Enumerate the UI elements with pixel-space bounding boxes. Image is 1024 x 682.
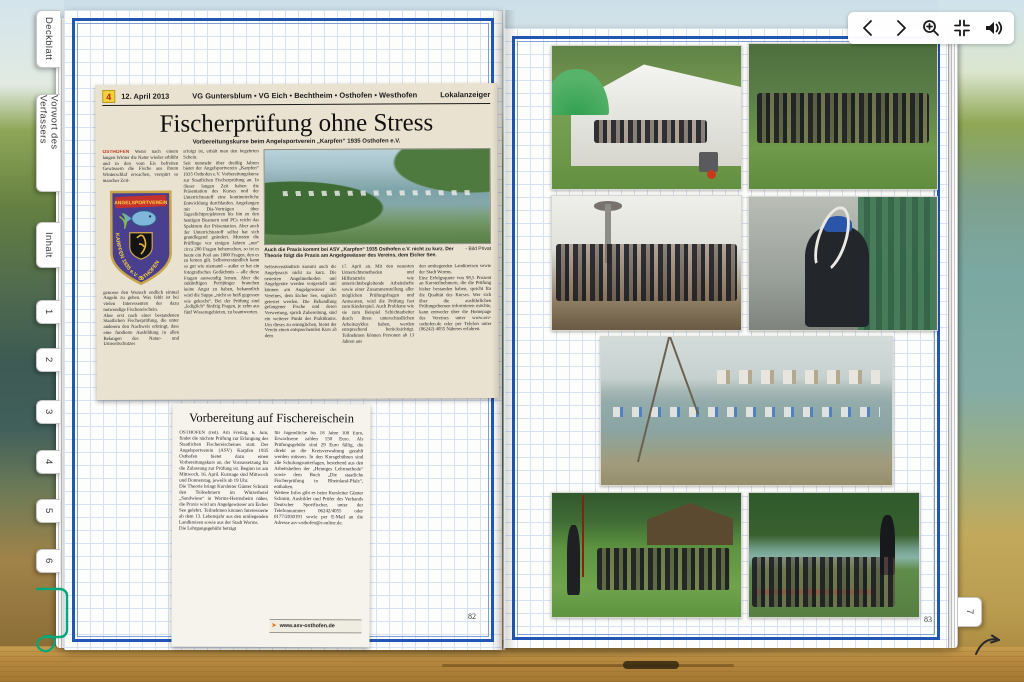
crowd-band — [594, 120, 707, 143]
article-col1-para2: genosse den Wunsch endlich einmal Angeln zu gehen. Was fehlt ist bei vielen Interessenten der dazu notwendige Fischereischein. Aber erst nach einer bestandenen Staatlichen Fischerprüfung, die unter anderem den Nachweis erbringt, dass eine fundierte Ausbildung in allen Belangen des Natur- und Umweltschutzes — [103, 290, 180, 348]
newspaper-date: 12. April 2013 — [121, 91, 170, 101]
article-col1-para1 — [103, 150, 179, 185]
crowd-band — [597, 548, 729, 590]
page-number-left: 82 — [468, 612, 476, 621]
tab-vorwort[interactable] — [36, 94, 60, 192]
rod-pole — [582, 495, 584, 577]
next-page-button[interactable] — [889, 17, 911, 39]
badge-inner-shield — [130, 232, 153, 259]
page-slider-handle[interactable] — [623, 661, 679, 669]
article-photo-eicher-see — [264, 148, 491, 245]
tab-chapter-3[interactable] — [36, 400, 60, 424]
article-body — [103, 148, 492, 384]
tab-chapter-6[interactable] — [36, 549, 60, 573]
photo-lakeside-class — [748, 492, 920, 618]
article-column-2: erfolgt ist, erhält man den begehrten Schein. Seit nunmehr über dreißig Jahren bietet der Angelsportverein „Karpfen“ 1935 Osthofen e.V. Vorbereitungskurse zur Staatlichen Fischerprüfung an. In dieser langen Zeit haben die Präsentation des Kurses und der Unterrichtsstoff eine kontinuierliche Entwicklung durchlaufen. Angefangen mit Dia-Vorträgen über Tageslichtprojektoren bis hin zu den heutigen Beamern und PCs reicht das Spektrum der Präsentation. Aber auch der Unterrichtsstoff selbst hat sich grundlegend geändert. Mussten die Prüflinge vor einigen Jahren „nur“ circa 280 Fragen beherrschen, so ist es heute ein Pool aus 1000 Fragen, den es zu lernen gilt. Selbstverständlich kann so gut wie niemand – außer er hat ein fotografisches Gedächtnis – alle diese Fragen auswendig lernen. Aber die zukünftigen Petrijünger brauchen keine Angst zu haben, bekanntlich wird die Suppe „nicht so heiß gegessen wie gekocht“. Bei der Prüfung sind „lediglich“ fünfzig Fragen, je zehn aus fünf Wissensgebieten, zu beantworten. — [183, 149, 260, 316]
secondary-headline: Vorbereitung auf Fischereischein — [188, 410, 354, 426]
article-col1a-text: Wenn nach einem langen Winter die Natur wieder erblüht und in den vom Eis befreiten Gewässern die Fische aus ihrem Winterschlaf erwachen, verspürt so mancher Zeit- — [102, 149, 179, 184]
photo-caption — [264, 246, 491, 262]
newspaper-clipping-main — [95, 83, 499, 400]
newspaper-brand: Lokalanzeiger — [440, 89, 491, 100]
tab-chapter-5[interactable] — [36, 499, 60, 523]
tab-label: 3 — [43, 409, 54, 415]
article-photo-and-columns — [264, 148, 492, 383]
instructor-figure — [567, 525, 580, 594]
tab-chapter-4[interactable] — [36, 450, 60, 474]
tab-label: 1 — [43, 309, 54, 315]
badge-arc-text: KARPFEN 1935 e.V. OSTHOFEN — [113, 232, 161, 283]
tab-label: Vorwort des Verfassers — [37, 95, 60, 150]
article-subheadline: Vorbereitungskurse beim Angelsportverein „Karpfen“ 1935 Osthofen e.V. — [192, 138, 401, 146]
newspaper-clipping-secondary — [171, 404, 370, 648]
tree-branch-2 — [667, 336, 699, 415]
far-shore-houses — [717, 370, 880, 385]
club-badge — [108, 186, 175, 288]
tab-label: Inhalt — [43, 232, 54, 258]
badge-banner-text: ANGELSPORTVEREIN — [113, 199, 168, 206]
club-badge-wrap — [103, 186, 179, 288]
edition-number-box: 4 — [102, 90, 115, 103]
secondary-column-1: OSTHOFEN (red). Am Freitag, 6. Juni, findet die nächste Prüfung zur Erlangung des Staatlichen Fischereischeines statt. Der Angelsportverein (ASV) Karpfen 1935 Osthofen bietet dazu einen Vorbereitungskurs an, der Voraussetzung für die Zulassung zur Prüfung ist. Beginn ist am Mittwoch, 16. April. Kurstage sind Mittwoch und Donnerstag, jeweils ab 19 Uhr. Die Theorie bringt Kursleiter Günter Schmitt den Teilnehmern im Winzerhotel „Sandwiese“ in Worms-Herrnsheim näher, die Praxis wird am Angelgewässer am Eicher See gelehrt. Teilnehmen können Interessierte ab dem 13. Lebensjahr aus den umliegenden Landkreisen sowie aus der Stadt Worms. Die Lehrgangsgebühr beträgt — [178, 430, 269, 532]
page-slider-track[interactable] — [442, 664, 734, 667]
tab-chapter-1[interactable] — [36, 300, 60, 324]
article-column-3: Selbstverständlich kommt auch die Angelpraxis nicht zu kurz. Die neuesten Angelmethoden und Angelgeräte werden vorgestellt und können am Angelgewässer des Vereines, dem Eicher See, sogleich getestet werden. Die Behandlung gefangener Fische und deren Verwertung, sprich Zubereitung, sind ein weiterer Punkt des Praktikums. Um dieses zu ermöglichen, bietet der Verein einen entsprechenden Kurs ab dem — [264, 264, 337, 340]
tab-label: 7 — [964, 609, 975, 615]
badge-fish-eye — [149, 215, 151, 217]
article-column-5: den umliegenden Landkreisen sowie der Stadt Worms. Eine Erfolgsquote von 98,5 Prozent an Kursteilnehmern, die die Prüfung bisher bestanden haben, spricht für die Qualität des Kurses. Wer sich über die ausführlichen Prüfungsthemen informieren möchte, kann entweder über die Homepage des Vereines unter www.asv-osthofen.de oder per Telefon unter (06242) 4055 Näheres erfahren. — [418, 263, 492, 333]
photo-boats-row — [283, 190, 472, 196]
cart-wheel — [707, 170, 716, 179]
photo-caption-text: Auch die Praxis kommt bei ASV „Karpfen“ 1935 Osthofen e.V. nicht zu kurz. Der Theorie folgt die Praxis am Angelgewässer des Vereins, dem Eicher See. — [264, 246, 454, 260]
website-link-text: www.asv-osthofen.de — [279, 623, 335, 630]
umbrella-shape — [551, 69, 609, 115]
photo-credit: - Bild Privat — [465, 245, 492, 253]
tab-label: Deckblatt — [43, 17, 54, 61]
article-column-4: 17. April an. Mit den neuesten Unterrichtsmethoden und Hilfsmitteln wie unterrichtsbegleitende Arbeitshefte sowie einer Zusammenstellung aller möglichen Prüfungsfragen und Antworten, wird die Prüfung fast zum Kinderspiel. Auch Probleme wie sie zum Beispiel Schichtarbeiter durch ihren unterschiedlichen Arbeitszyklus haben, werden entsprechend berücksichtigt. Teilnehmen können Personen ab 13 Jahren aus — [341, 264, 415, 345]
speaker-icon — [983, 18, 1003, 38]
chevron-right-icon — [890, 18, 910, 38]
photo-outdoor-group — [748, 43, 938, 190]
page-number-right: 83 — [924, 615, 932, 624]
tree-branch — [637, 336, 671, 463]
crowd-band — [757, 93, 930, 142]
article-column-1 — [103, 150, 180, 384]
badge-fish — [131, 210, 156, 225]
secondary-column-2: für Jugendliche bis 18 Jahre 100 Euro, Erwachsene zahlen 150 Euro. Als Prüfungsgebühr sind 29 Euro fällig, die direkt an die Kreisverwaltung gezahlt werden müssen. In den Kursgebühren sind alle Schulungsunterlagen, bestehend aus den Arbeitsheften der „Heintges Lehrmethode“ sowie dem Buch „Die staatliche Fischerprüfung in Rheinland-Pfalz“, enthalten. Weitere Infos gibt es beim Kursleiter Günter Schmitt, Ausbilder und Prüfer des Verbands Deutscher Sportfischer, unter der Telefonnummer 06242/4055 oder 0177/2030191 sowie per E-Mail an die Adresse asv-osthofen@t-online.de. — [273, 431, 364, 527]
website-link-row — [270, 619, 362, 633]
corner-ribbon-logo — [26, 586, 70, 654]
tab-chapter-2[interactable] — [36, 348, 60, 372]
tab-chapter-7[interactable] — [958, 597, 982, 627]
moored-boats-row — [613, 407, 881, 417]
newspaper-region-line: VG Guntersblum • VG Eich • Bechtheim • Osthofen • Westhofen — [192, 90, 418, 101]
tab-label: 6 — [43, 558, 54, 564]
photo-tent-course — [551, 45, 742, 190]
chevron-left-icon — [859, 18, 879, 38]
crowd-band — [556, 244, 737, 300]
tab-inhalt[interactable] — [36, 222, 60, 268]
photo-lawn-class — [551, 492, 742, 618]
zoom-in-button[interactable] — [920, 17, 942, 39]
tab-label: 2 — [43, 357, 54, 363]
prev-page-button[interactable] — [858, 17, 880, 39]
secondary-body — [179, 431, 364, 620]
tab-label: 5 — [43, 508, 54, 514]
crowd-band — [752, 557, 895, 607]
compress-icon — [952, 18, 972, 38]
zoom-in-icon — [921, 18, 941, 38]
viewer-toolbar — [848, 12, 1014, 44]
tab-deckblatt[interactable] — [36, 10, 60, 68]
article-headline: Fischerprüfung ohne Stress — [159, 109, 434, 138]
club-hut — [647, 503, 734, 545]
article-columns-3-5 — [264, 264, 491, 383]
tab-label: 4 — [43, 459, 54, 465]
newspaper-masthead — [102, 88, 490, 106]
page-curl-arrow[interactable] — [972, 630, 1002, 660]
article-lead-word: OSTHOFEN — [102, 149, 130, 156]
fullscreen-toggle-button[interactable] — [951, 17, 973, 39]
sound-toggle-button[interactable] — [982, 17, 1004, 39]
photo-lake-boats — [600, 336, 893, 486]
photo-knot-demo — [748, 196, 938, 331]
link-arrow-icon: ➤ — [271, 623, 277, 630]
photo-tent-interior — [551, 195, 742, 331]
cart-shape — [699, 152, 718, 172]
